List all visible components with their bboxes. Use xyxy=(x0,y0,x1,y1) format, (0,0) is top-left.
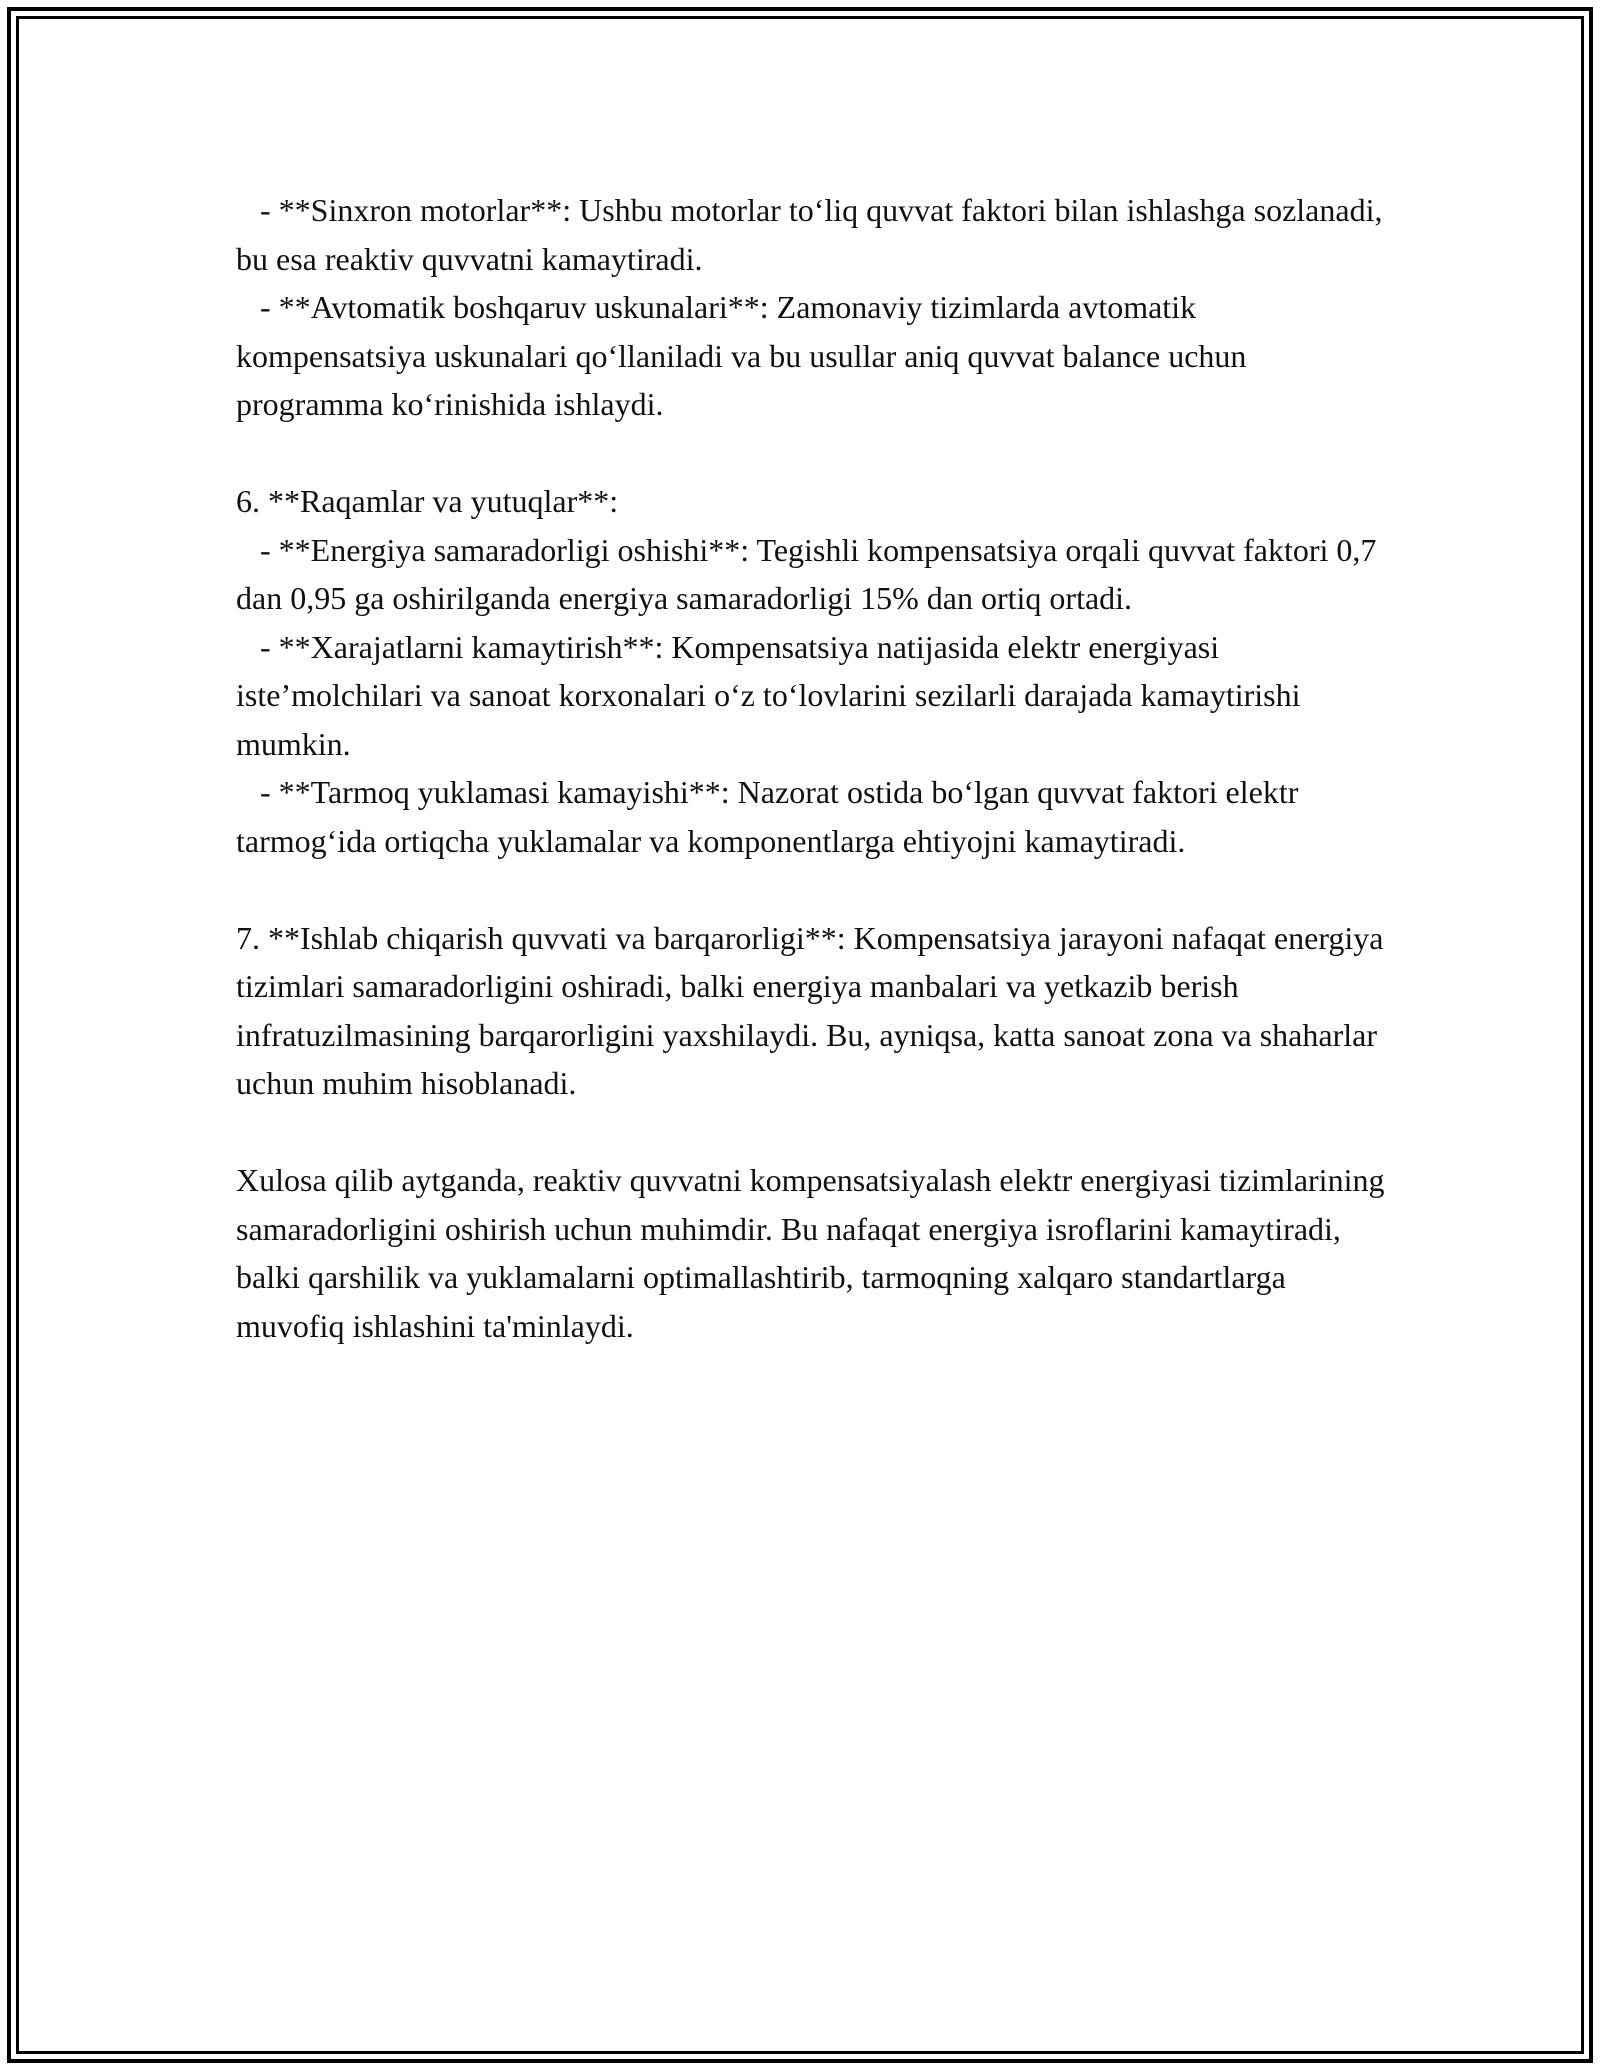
section-7-ishlab-chiqarish: 7. **Ishlab chiqarish quvvati va barqarorligi**: Kompensatsiya jarayoni nafaqat energiya tizimlari samaradorligini oshiradi, balki energiya manbalari va yetkazib berish infratuzilmasining barqarorligini yaxshilaydi. Bu, ayniqsa, katta sanoat zona va shaharlar uchun muhim hisoblanadi. xyxy=(236,919,1392,1101)
paragraph-avtomatik-boshqaruv: - **Avtomatik boshqaruv uskunalari**: Zamonaviy tizimlarda avtomatik kompensatsiya uskunalari qo‘llaniladi va bu usullar aniq quvvat balance uchun programma ko‘rinishida ishlaydi. xyxy=(236,289,1255,422)
paragraph-xarajatlarni-kamaytirish: - **Xarajatlarni kamaytirish**: Kompensatsiya natijasida elektr energiyasi iste’molchilari va sanoat korxonalari o‘z to‘lovlarini sezilarli darajada kamaytirishi mumkin. xyxy=(236,628,1309,762)
document-body xyxy=(236,186,1393,1350)
paragraph-spacer xyxy=(236,865,1386,914)
section-heading-6: 6. **Raqamlar va yutuqlar**: xyxy=(236,483,619,519)
paragraph-spacer xyxy=(236,429,1386,478)
paragraph-energiya-samaradorligi: - **Energiya samaradorligi oshishi**: Tegishli kompensatsiya orqali quvvat faktori 0,7 dan 0,95 ga oshirilganda energiya samaradorligi 15% dan ortiq ortadi. xyxy=(236,531,1385,616)
paragraph-sinxron-motorlar: - **Sinxron motorlar**: Ushbu motorlar to‘liq quvvat faktori bilan ishlashga sozlanadi, bu esa reaktiv quvvatni kamaytiradi. xyxy=(236,192,1391,277)
paragraph-xulosa: Xulosa qilib aytganda, reaktiv quvvatni kompensatsiyalash elektr energiyasi tizimlarining samaradorligini oshirish uchun muhimdir. Bu nafaqat energiya isroflarini kamaytiradi, balki qarshilik va yuklamalarni optimallashtirib, tarmoqning xalqaro standartlarga muvofiq ishlashini ta'minlaydi. xyxy=(236,1162,1393,1344)
paragraph-spacer xyxy=(236,1108,1386,1157)
paragraph-tarmoq-yuklamasi: - **Tarmoq yuklamasi kamayishi**: Nazorat ostida bo‘lgan quvvat faktori elektr tarmog‘ida ortiqcha yuklamalar va komponentlarga ehtiyojni kamaytiradi. xyxy=(236,774,1307,859)
